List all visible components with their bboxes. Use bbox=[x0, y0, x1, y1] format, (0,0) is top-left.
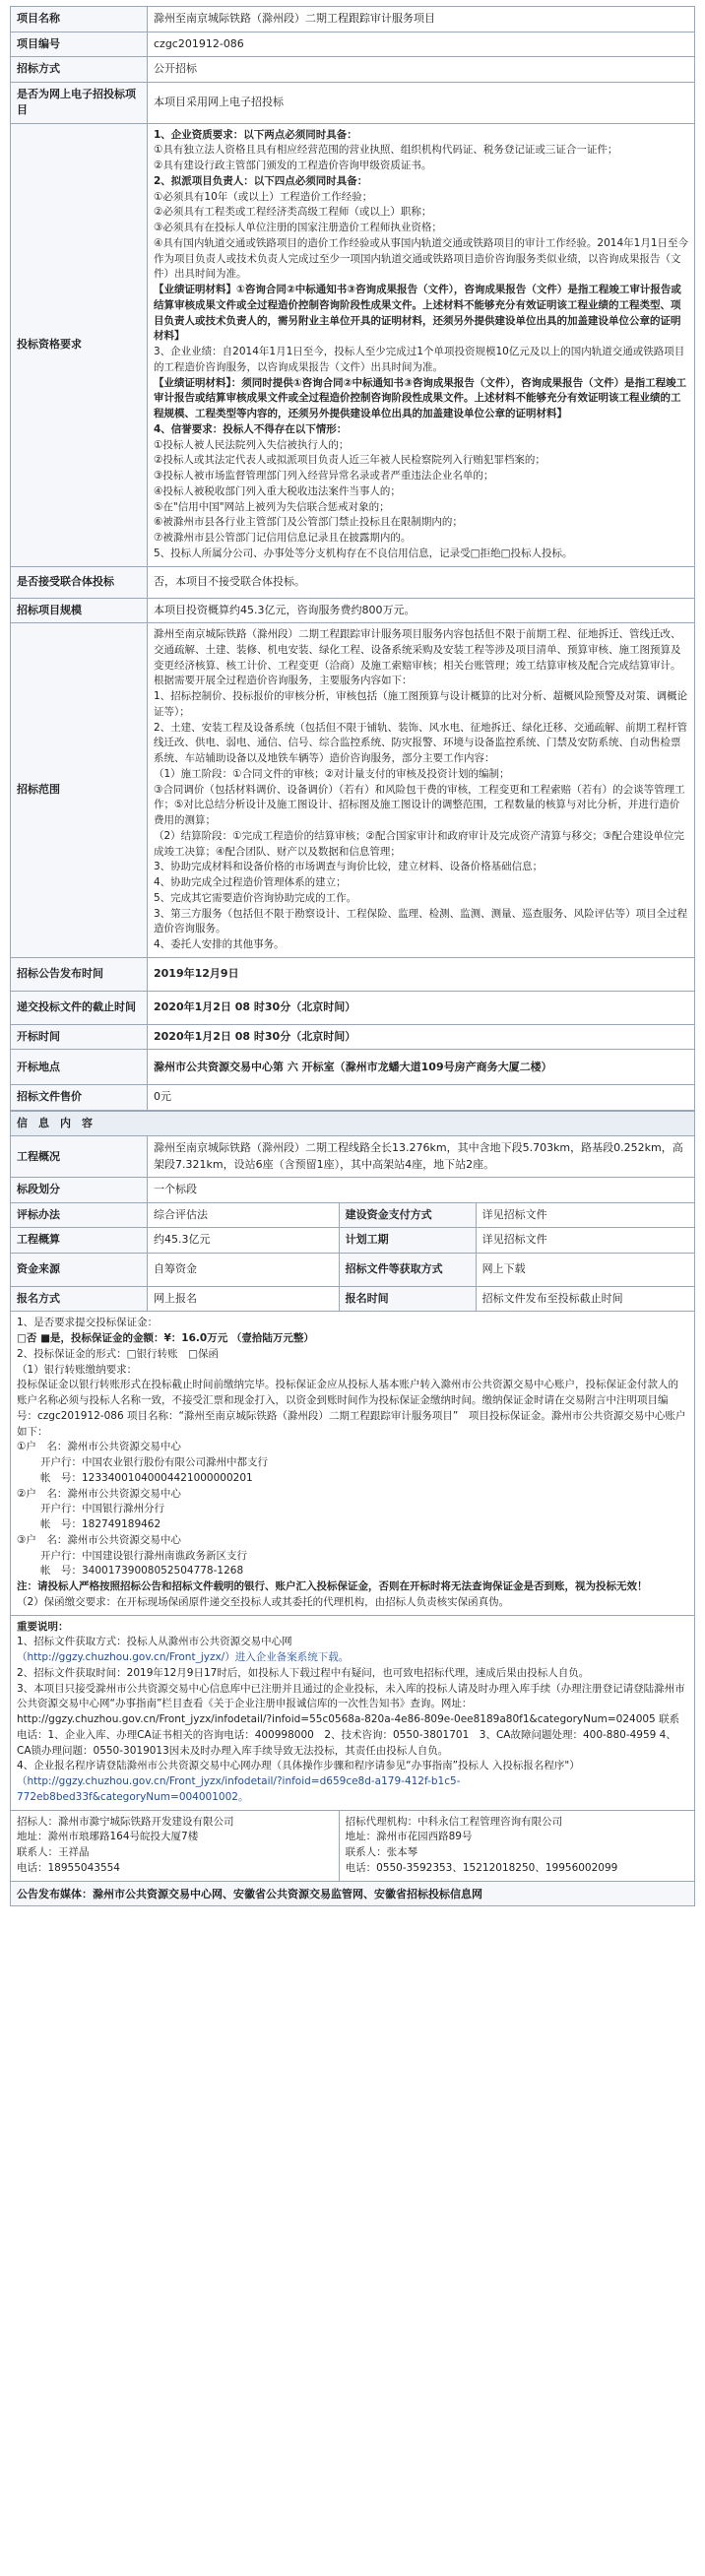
scope-line: （1）施工阶段：①合同文件的审核；②对计量支付的审核及投资计划的编制； bbox=[154, 767, 510, 780]
period-label: 计划工期 bbox=[339, 1228, 476, 1254]
notice-line: （http://ggzy.chuzhou.gov.cn/Front_jyzx/infodetail/?infoid=d659ce8d-a179-412f-b1c5-772eb8bed33f&categoryNum=004001002。 bbox=[17, 1775, 461, 1803]
qual-line: ②投标人或其法定代表人或拟派项目负责人近三年被人民检察院列入行贿犯罪档案的； bbox=[154, 454, 545, 467]
funding-label: 建设资金支付方式 bbox=[339, 1202, 476, 1228]
scale-value: 本项目投资概算约45.3亿元，咨询服务费约800万元。 bbox=[148, 598, 695, 623]
opening-time-label: 开标时间 bbox=[11, 1024, 148, 1050]
scope-content bbox=[148, 623, 695, 958]
doc-price-value: 0元 bbox=[148, 1085, 695, 1111]
owner-addr-label: 地址： bbox=[17, 1831, 48, 1843]
deposit-line: 投标保证金以银行转账形式在投标截止时间前缴纳完毕。投标保证金应从投标人基本账户转入滁州市公共资源交易中心账户，投标保证金付款人的账户名称必须与投标人名称一致，不接受汇票和现金打入，以资金到账时间作为投标保证金缴纳时间。缴纳保证金时请在交易附言中注明项目编号：czgc201912-086 项目名称：“滁州至南京城际铁路（滁州段）二期工程跟踪审计服务项目” 项目投标保证金。滁州市公共资源交易中心账户如下： bbox=[17, 1379, 686, 1438]
qual-line: ①具有独立法人资格且具有相应经营范围的营业执照、组织机构代码证、税务登记证或三证合一证件； bbox=[154, 144, 618, 157]
agent-addr-label: 地址： bbox=[345, 1831, 377, 1843]
funding-value: 详见招标文件 bbox=[476, 1202, 694, 1228]
deposit-line: 帐 号：12334001040004421000000201 bbox=[40, 1471, 253, 1484]
scope-line: 1、招标控制价、投标报价的审核分析，审核包括（施工图预算与设计概算的比对分析、超概风险预警及对策、调概论证等）； bbox=[154, 690, 688, 718]
qual-line: ③必须具有在投标人单位注册的国家注册造价工程师执业资格； bbox=[154, 222, 442, 233]
scope-line: 5、完成其它需要造价咨询协助完成的工作。 bbox=[154, 891, 357, 904]
info-header: 信 息 内 容 bbox=[11, 1111, 695, 1136]
tender-method-value: 公开招标 bbox=[148, 57, 695, 83]
eval-method-label: 评标办法 bbox=[11, 1202, 148, 1228]
agent-contact bbox=[339, 1810, 694, 1881]
notice-line: （http://ggzy.chuzhou.gov.cn/Front_jyzx/）进入企业备案系统下载。 bbox=[17, 1651, 350, 1663]
scope-line: ③合同调价（包括材料调价、设备调价）（若有）和风险包干费的审核，工程变更和工程索赔（若有）的会谈等管理工作；⑤对比总结分析设计及施工图设计、招标图及施工图设计的调整范围，工程数量的核算与对比分析，并进行造价费用的测算； bbox=[154, 783, 685, 826]
deposit-line: （2）保函缴交要求：在开标现场保函原件递交至投标人或其委托的代理机构，由招标人负责核实保函真伪。 bbox=[17, 1595, 510, 1608]
deposit-line: 开户行：中国建设银行滁州南谯政务新区支行 bbox=[40, 1549, 247, 1562]
deposit-line: 开户行：中国农业银行股份有限公司滁州中都支行 bbox=[40, 1456, 268, 1468]
publish-time-value: 2019年12月9日 bbox=[148, 957, 695, 991]
qual-line: 1、企业资质要求：以下两点必须同时具备： bbox=[154, 128, 357, 141]
owner-addr-value: 滁州市琅琊路164号皖投大厦7楼 bbox=[47, 1831, 199, 1843]
qual-line: ④投标人被税收部门列入重大税收违法案件当事人的； bbox=[154, 484, 401, 497]
qualification-content bbox=[148, 123, 695, 566]
overview-value: 滁州至南京城际铁路（滁州段）二期工程线路全长13.276km，其中含地下段5.703km，路基段0.252km，高架段7.321km，设站6座（含预留1座），其中高架站4座，地下站2座。 bbox=[148, 1136, 695, 1178]
joint-bid-value: 否，本项目不接受联合体投标。 bbox=[148, 566, 695, 598]
info-table bbox=[10, 1111, 695, 1882]
project-name-label: 项目名称 bbox=[11, 7, 148, 32]
tender-method-label: 招标方式 bbox=[11, 57, 148, 83]
signup-method-label: 报名方式 bbox=[11, 1286, 148, 1312]
deposit-line: □否 ■是，投标保证金的金额：¥：16.0万元 （壹拾陆万元整） bbox=[17, 1332, 314, 1344]
deposit-line: 帐 号：34001739008052504778-1268 bbox=[40, 1565, 244, 1578]
project-name-value: 滁州至南京城际铁路（滁州段）二期工程跟踪审计服务项目 bbox=[148, 7, 695, 32]
period-value: 详见招标文件 bbox=[476, 1228, 694, 1254]
qual-line: 2、拟派项目负责人：以下四点必须同时具备： bbox=[154, 174, 368, 187]
scope-line: （2）结算阶段：①完成工程造价的结算审核；②配合国家审计和政府审计及完成资产清算与移交；③配合建设单位完成竣工决算；④配合团队、财产以及数据和信息管理； bbox=[154, 829, 684, 858]
budget-label: 工程概算 bbox=[11, 1228, 148, 1254]
deposit-line: 开户行：中国银行滁州分行 bbox=[40, 1503, 164, 1515]
qual-line: ①投标人被人民法院列入失信被执行人的； bbox=[154, 438, 350, 451]
qual-line: ①必须具有10年（或以上）工程造价工作经验； bbox=[154, 190, 373, 203]
signup-time-value: 招标文件发布至投标截止时间 bbox=[476, 1286, 694, 1312]
overview-label: 工程概况 bbox=[11, 1136, 148, 1178]
signup-method-value: 网上报名 bbox=[148, 1286, 340, 1312]
deposit-line: （1）银行转账缴纳要求： bbox=[17, 1363, 138, 1376]
owner-contact bbox=[11, 1810, 340, 1881]
qual-line: ④具有国内轨道交通或铁路项目的造价工作经验或从事国内轨道交通或铁路项目的审计工作经验。2014年1月1日至今作为项目负责人或技术负责人完成过至少一项国内轨道交通或铁路项目造价咨询服务类似业绩，以咨询成果报告（文件）出具时间为准。 bbox=[154, 236, 688, 281]
scope-line: 3、协助完成材料和设备价格的市场调查与询价比较，建立材料、设备价格基础信息； bbox=[154, 861, 544, 873]
scope-line: 4、委托人安排的其他事务。 bbox=[154, 938, 285, 950]
agent-label: 招标代理机构： bbox=[345, 1815, 418, 1828]
online-bid-value: 本项目采用网上电子招投标 bbox=[148, 82, 695, 123]
deposit-line: 1、是否要求提交投标保证金： bbox=[17, 1317, 159, 1329]
qual-line: ②必须具有工程类或工程经济类高级工程师（或以上）职称； bbox=[154, 206, 432, 219]
opening-place-label: 开标地点 bbox=[11, 1050, 148, 1085]
signup-time-label: 报名时间 bbox=[339, 1286, 476, 1312]
owner-person-label: 联系人： bbox=[17, 1846, 58, 1858]
scope-line: 滁州至南京城际铁路（滁州段）二期工程跟踪审计服务项目服务内容包括但不限于前期工程、征地拆迁、管线迁改、交通疏解、土建、装修、机电安装、绿化工程、设备系统采购及安装工程等涉及项目清单、预算审核、施工图预算及变更经济核算、核工计价、工程变更（洽商）及施工索赔审核；相关台账管理；竣工结算审核及配合完成结算审计。根据需要开展全过程造价咨询服务，主要服务内容如下： bbox=[154, 628, 681, 687]
scope-label: 招标范围 bbox=[11, 623, 148, 958]
deposit-line: ②户 名：滁州市公共资源交易中心 bbox=[17, 1487, 181, 1500]
opening-time-value: 2020年1月2日 08 时30分（北京时间） bbox=[148, 1024, 695, 1050]
lots-value: 一个标段 bbox=[148, 1178, 695, 1203]
qual-line: 【业绩证明材料】①咨询合同②中标通知书③咨询成果报告（文件），咨询成果报告（文件）是指工程竣工审计报告或结算审核成果文件或全过程造价控制咨询阶段性成果文件。上述材料不能够充分有效证明该工程业绩的工程类型、项目负责人或技术负责人的，需另附业主单位开具的证明材料，还须另外提供建设单位出具的加盖建设单位公章的证明材料】 bbox=[154, 284, 681, 343]
opening-place-value: 滁州市公共资源交易中心第 六 开标室（滁州市龙蟠大道109号房产商务大厦二楼） bbox=[148, 1050, 695, 1085]
scale-label: 招标项目规模 bbox=[11, 598, 148, 623]
deposit-line: ①户 名：滁州市公共资源交易中心 bbox=[17, 1441, 181, 1453]
qual-line: 4、信誉要求：投标人不得存在以下情形： bbox=[154, 422, 348, 435]
notice-section bbox=[11, 1615, 695, 1810]
deposit-line: 2、投标保证金的形式：□银行转账 □保函 bbox=[17, 1347, 220, 1360]
notice-line: 4、企业报名程序请登陆滁州市公共资源交易中心网办理（具体操作步骤和程序请参见“办事指南”投标人 入投标报名程序"） bbox=[17, 1760, 580, 1772]
qual-line: ⑤在"信用中国"网站上被列为失信联合惩戒对象的； bbox=[154, 500, 390, 513]
agent-value: 中科永信工程管理咨询有限公司 bbox=[417, 1815, 563, 1828]
owner-value: 滁州市滁宁城际铁路开发建设有限公司 bbox=[58, 1815, 234, 1828]
notice-line: 3、本项目只接受滁州市公共资源交易中心信息库中已注册并且通过的企业投标，未入库的投标人请及时办理入库手续（办理注册登记请登陆滁州市公共资源交易中心网“办事指南”栏目查看《关于企业注册申报诚信库的一次性告知书》查询。网址：http://ggzy.chuzhou.gov.cn/Front_jyzx/infodetail/?infoid=55c0568a-820a-4e86-809e-0ee8189a80f1&categoryNum=024005 联系电话：1、企业入库、办理CA证书相关的咨询电话：400998000 2、技术咨询：0550-3801701 3、CA故障问题处理：400-880-4959 4、CA锁办理问题：0550-3019013因未及时办理入库手续导致无法投标，其责任由投标人自负。 bbox=[17, 1682, 685, 1757]
scope-line: 3、第三方服务（包括但不限于勘察设计、工程保险、监理、检测、监测、测量、巡查服务、风险评估等）项目全过程造价咨询服务。 bbox=[154, 907, 688, 935]
notice-line: 2、招标文件获取时间：2019年12月9日17时后，如投标人下载过程中有疑问，也可致电招标代理，速成后果由投标人自负。 bbox=[17, 1666, 590, 1679]
agent-person-label: 联系人： bbox=[345, 1846, 387, 1858]
project-code-value: czgc201912-086 bbox=[148, 32, 695, 57]
doc-get-value: 网上下载 bbox=[476, 1253, 694, 1286]
owner-phone-label: 电话： bbox=[17, 1861, 48, 1874]
scope-line: 4、协助完成全过程造价管理体系的建立； bbox=[154, 876, 347, 888]
budget-value: 约45.3亿元 bbox=[148, 1228, 340, 1254]
qual-line: ②具有建设行政主管部门颁发的工程造价咨询甲级资质证书。 bbox=[154, 160, 432, 171]
deadline-label: 递交投标文件的截止时间 bbox=[11, 991, 148, 1024]
deposit-warning: 注：请投标人严格按照招标公告和招标文件载明的银行、账户汇入投标保证金，否则在开标时将无法查询保证金是否到账，视为投标无效！ bbox=[17, 1580, 648, 1592]
owner-phone-value: 18955043554 bbox=[47, 1861, 120, 1874]
qual-line: ⑥被滁州市县各行业主管部门及公管部门禁止投标且在限制期内的； bbox=[154, 516, 463, 529]
agent-phone-value: 0550-3592353、15212018250、19956002099 bbox=[376, 1861, 618, 1874]
doc-price-label: 招标文件售价 bbox=[11, 1085, 148, 1111]
qualification-label: 投标资格要求 bbox=[11, 123, 148, 566]
agent-addr-value: 滁州市花园西路89号 bbox=[376, 1831, 473, 1843]
joint-bid-label: 是否接受联合体投标 bbox=[11, 566, 148, 598]
deposit-line: ③户 名：滁州市公共资源交易中心 bbox=[17, 1533, 181, 1546]
deposit-line: 帐 号：182749189462 bbox=[40, 1518, 161, 1530]
agent-phone-label: 电话： bbox=[345, 1861, 377, 1874]
qual-line: 3、企业业绩：自2014年1月1日至今，投标人至少完成过1个单项投资规模10亿元及以上的国内轨道交通或铁路项目的工程造价咨询服务，以咨询成果报告（文件）出具时间为准。 bbox=[154, 346, 685, 373]
doc-get-label: 招标文件等获取方式 bbox=[339, 1253, 476, 1286]
publish-media bbox=[10, 1882, 695, 1906]
deadline-value: 2020年1月2日 08 时30分（北京时间） bbox=[148, 991, 695, 1024]
notice-header: 重要说明： bbox=[17, 1620, 69, 1633]
publish-time-label: 招标公告发布时间 bbox=[11, 957, 148, 991]
owner-label: 招标人： bbox=[17, 1815, 58, 1828]
notice-line: 1、招标文件获取方式：投标人从滁州市公共资源交易中心网 bbox=[17, 1636, 292, 1648]
scope-line: 2、土建、安装工程及设备系统（包括但不限于铺轨、装饰、风水电、征地拆迁、绿化迁移、交通疏解、前期工程杆管线迁改、供电、弱电、通信、信号、综合监控系统、防灾报警、环境与设备监控系统、门禁及安防系统、自动售检票系统、车站辅助设备以及地铁车辆等）造价咨询服务，部分主要工作内容： bbox=[154, 721, 688, 764]
online-bid-label: 是否为网上电子招投标项目 bbox=[11, 82, 148, 123]
qual-line: 5、投标人所属分公司、办事处等分支机构存在不良信用信息，记录受□拒绝□投标人投标。 bbox=[154, 547, 573, 559]
qual-line: ⑦被滁州市县公管部门记信用信息记录且在披露期内的。 bbox=[154, 532, 412, 544]
publish-media-label: 公告发布媒体： bbox=[17, 1887, 93, 1900]
eval-method-value: 综合评估法 bbox=[148, 1202, 340, 1228]
lots-label: 标段划分 bbox=[11, 1178, 148, 1203]
fund-source-label: 资金来源 bbox=[11, 1253, 148, 1286]
project-code-label: 项目编号 bbox=[11, 32, 148, 57]
publish-media-value: 滁州市公共资源交易中心网、安徽省公共资源交易监管网、安徽省招标投标信息网 bbox=[93, 1887, 482, 1900]
fund-source-value: 自筹资金 bbox=[148, 1253, 340, 1286]
deposit-section bbox=[11, 1312, 695, 1615]
agent-person-value: 张本琴 bbox=[386, 1846, 418, 1858]
owner-person-value: 王祥晶 bbox=[58, 1846, 90, 1858]
main-table bbox=[10, 6, 695, 1111]
qual-line: 【业绩证明材料】：须同时提供①咨询合同②中标通知书③咨询成果报告（文件），咨询成果报告（文件）是指工程竣工审计报告或结算审核成果文件或全过程造价控制咨询阶段性成果文件。上述材料不能够充分有效证明该工程业绩的工程规模、工程类型等内容的，还须另外提供建设单位出具的加盖建设单位公章的证明材料】 bbox=[154, 376, 687, 419]
qual-line: ③投标人被市场监督管理部门列入经营异常名录或者严重违法企业名单的； bbox=[154, 470, 494, 482]
